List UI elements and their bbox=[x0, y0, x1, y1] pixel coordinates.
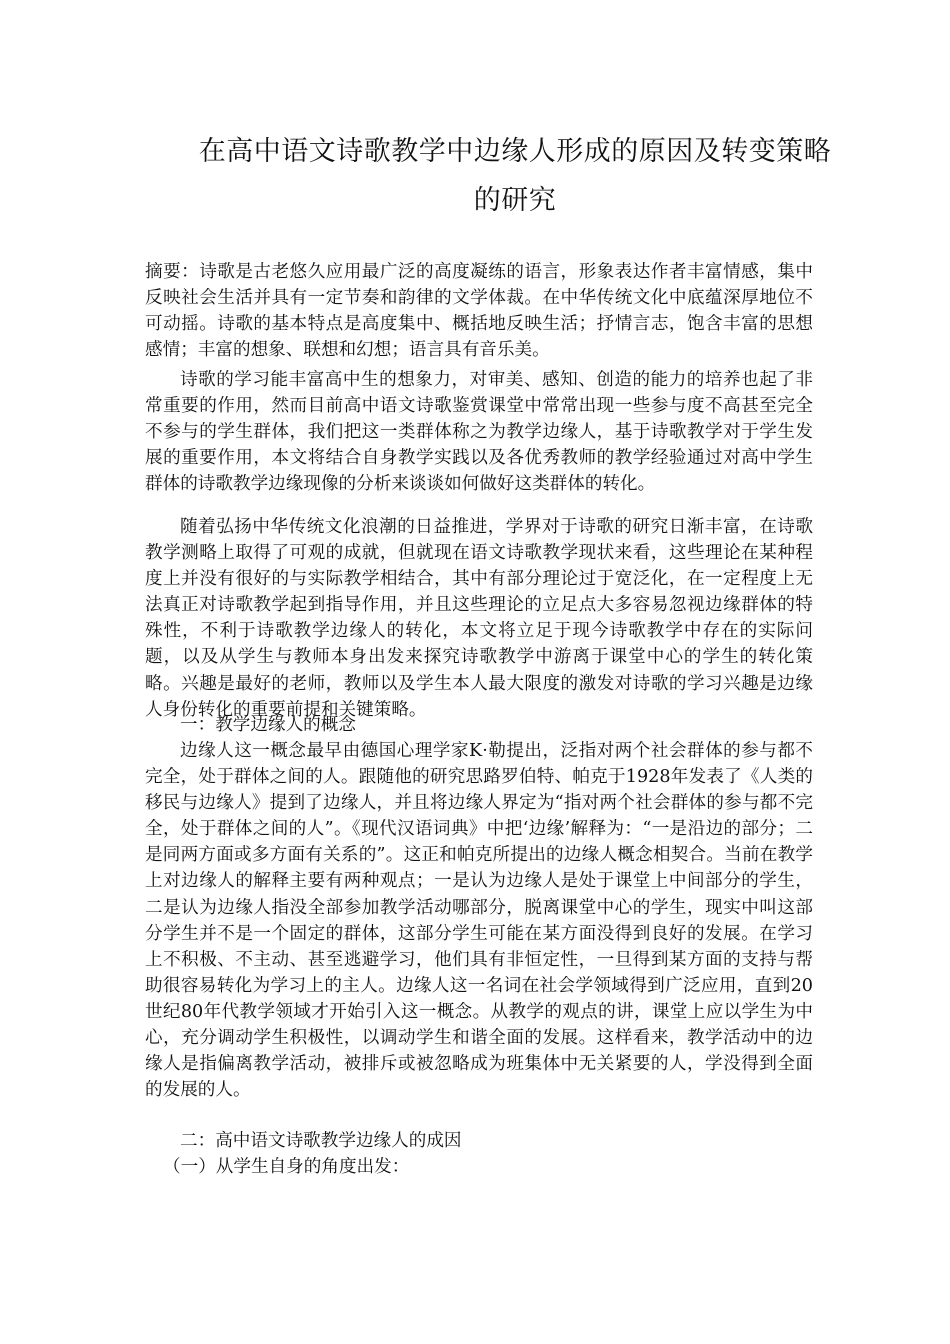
subsection-heading-1: （一）从学生自身的角度出发： bbox=[163, 1157, 410, 1177]
body-paragraph-2: 随着弘扬中华传统文化浪潮的日益推进，学界对于诗歌的研究日渐丰富，在诗歌教学测略上取得了可观的成就，但就现在语文诗歌教学现状来看，这些理论在某种程度上并没有很好的与实际教学相结合，其中有部分理论过于宽泛化，在一定程度上无法真正对诗歌教学起到指导作用，并且这些理论的立足点大多容易忽视边缘群体的特殊性，不利于诗歌教学边缘人的转化，本文将立足于现今诗歌教学中存在的实际问题，以及从学生与教师本身出发来探究诗歌教学中游离于课堂中心的学生的转化策略。兴趣是最好的老师，教师以及学生本人最大限度的激发对诗歌的学习兴趣是边缘人身份转化的重要前提和关键策略。 bbox=[145, 517, 813, 720]
document-title-line1: 在高中语文诗歌教学中边缘人形成的原因及转变策略 bbox=[198, 136, 832, 167]
section-heading-2: 二：高中语文诗歌教学边缘人的成因 bbox=[180, 1131, 462, 1151]
abstract-paragraph: 摘要：诗歌是古老悠久应用最广泛的高度凝练的语言，形象表达作者丰富情感，集中反映社会生活并具有一定节奏和韵律的文学体裁。在中华传统文化中底蕴深厚地位不可动摇。诗歌的基本特点是高度集中、概括地反映生活；抒情言志，饱含丰富的思想感情；丰富的想象、联想和幻想；语言具有音乐美。 bbox=[145, 262, 813, 361]
body-paragraph-3: 边缘人这一概念最早由德国心理学家K·勒提出，泛指对两个社会群体的参与都不完全，处于群体之间的人。跟随他的研究思路罗伯特、帕克于1928年发表了《人类的移民与边缘人》提到了边缘人，并且将边缘人界定为“指对两个社会群体的参与都不完全，处于群体之间的人”。《现代汉语词典》中把‘边缘’解释为：“一是沿边的部分；二是同两方面或多方面有关系的”。这正和帕克所提出的边缘人概念相契合。当前在教学上对边缘人的解释主要有两种观点；一是认为边缘人是处于课堂上中间部分的学生，二是认为边缘人指没全部参加教学活动哪部分，脱离课堂中心的学生，现实中叫这部分学生并不是一个固定的群体，这部分学生可能在某方面没得到良好的发展。在学习上不积极、不主动、甚至逃避学习，他们具有非恒定性，一旦得到某方面的支持与帮助很容易转化为学习上的主人。边缘人这一名词在社会学领域得到广泛应用，直到20世纪80年代教学领域才开始引入这一概念。从教学的观点的讲，课堂上应以学生为中心，充分调动学生积极性，以调动学生和谐全面的发展。这样看来，教学活动中的边缘人是指偏离教学活动，被排斥或被忽略成为班集体中无关紧要的人，学没得到全面的发展的人。 bbox=[145, 741, 813, 1101]
body-paragraph-1: 诗歌的学习能丰富高中生的想象力，对审美、感知、创造的能力的培养也起了非常重要的作用，然而目前高中语文诗歌鉴赏课堂中常常出现一些参与度不高甚至完全不参与的学生群体，我们把这一类群体称之为教学边缘人，基于诗歌教学对于学生发展的重要作用，本文将结合自身教学实践以及各优秀教师的教学经验通过对高中学生群体的诗歌教学边缘现像的分析来谈谈如何做好这类群体的转化。 bbox=[145, 370, 813, 495]
document-title-line2: 的研究 bbox=[473, 185, 557, 216]
section-heading-1: 一：教学边缘人的概念 bbox=[180, 715, 356, 735]
